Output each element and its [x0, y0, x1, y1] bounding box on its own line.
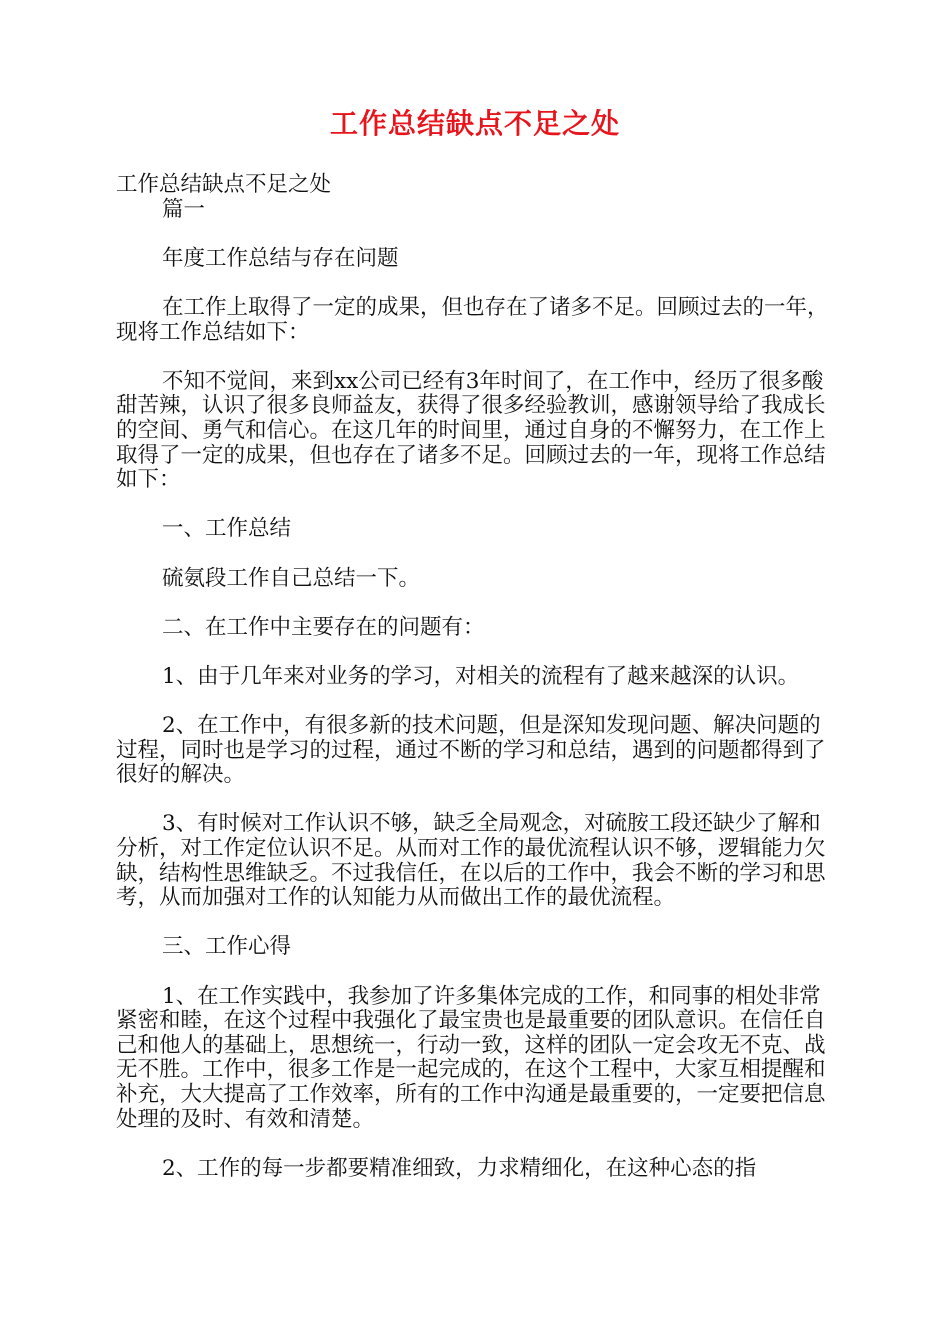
list-item: 1、由于几年来对业务的学习，对相关的流程有了越来越深的认识。 [162, 663, 800, 689]
paragraph: 不知不觉间，来到xx公司已经有3年时间了，在工作中，经历了很多酸甜苦辣，认识了很多良师益友，获得了很多经验教训，感谢领导给了我成长的空间、勇气和信心。在这几年的时间里，通过自身的不懈努力，在工作上取得了一定的成果，但也存在了诸多不足。回顾过去的一年，现将工作总结如下： [116, 368, 826, 493]
section-label: 篇一 [162, 196, 206, 222]
document-subtitle: 工作总结缺点不足之处 [116, 172, 332, 197]
list-item: 2、工作的每一步都要精准细致，力求精细化，在这种心态的指 [162, 1155, 757, 1181]
paragraph: 硫氨段工作自己总结一下。 [162, 565, 421, 591]
section-heading: 一、工作总结 [162, 516, 292, 542]
section-heading: 二、在工作中主要存在的问题有： [162, 614, 485, 640]
document-body [116, 173, 836, 1181]
paragraph: 年度工作总结与存在问题 [162, 245, 399, 271]
document-title: 工作总结缺点不足之处 [329, 107, 620, 140]
section-heading: 三、工作心得 [162, 934, 292, 960]
paragraph: 在工作上取得了一定的成果，但也存在了诸多不足。回顾过去的一年，现将工作总结如下： [116, 294, 829, 345]
list-item: 2、在工作中，有很多新的技术问题，但是深知发现问题、解决问题的过程，同时也是学习的过程，通过不断的学习和总结，遇到的问题都得到了很好的解决。 [116, 713, 826, 788]
list-item: 1、在工作实践中，我参加了许多集体完成的工作，和同事的相处非常紧密和睦，在这个过程中我强化了最宝贵也是最重要的团队意识。在信任自己和他人的基础上，思想统一，行动一致，这样的团队一定会攻无不克、战无不胜。工作中，很多工作是一起完成的，在这个工程中，大家互相提醒和补充，大大提高了工作效率，所有的工作中沟通是最重要的，一定要把信息处理的及时、有效和清楚。 [116, 983, 826, 1132]
list-item: 3、有时候对工作认识不够，缺乏全局观念，对硫胺工段还缺少了解和分析，对工作定位认识不足。从而对工作的最优流程认识不够，逻辑能力欠缺，结构性思维缺乏。不过我信任，在以后的工作中，我会不断的学习和思考，从而加强对工作的认知能力从而做出工作的最优流程。 [116, 811, 826, 911]
